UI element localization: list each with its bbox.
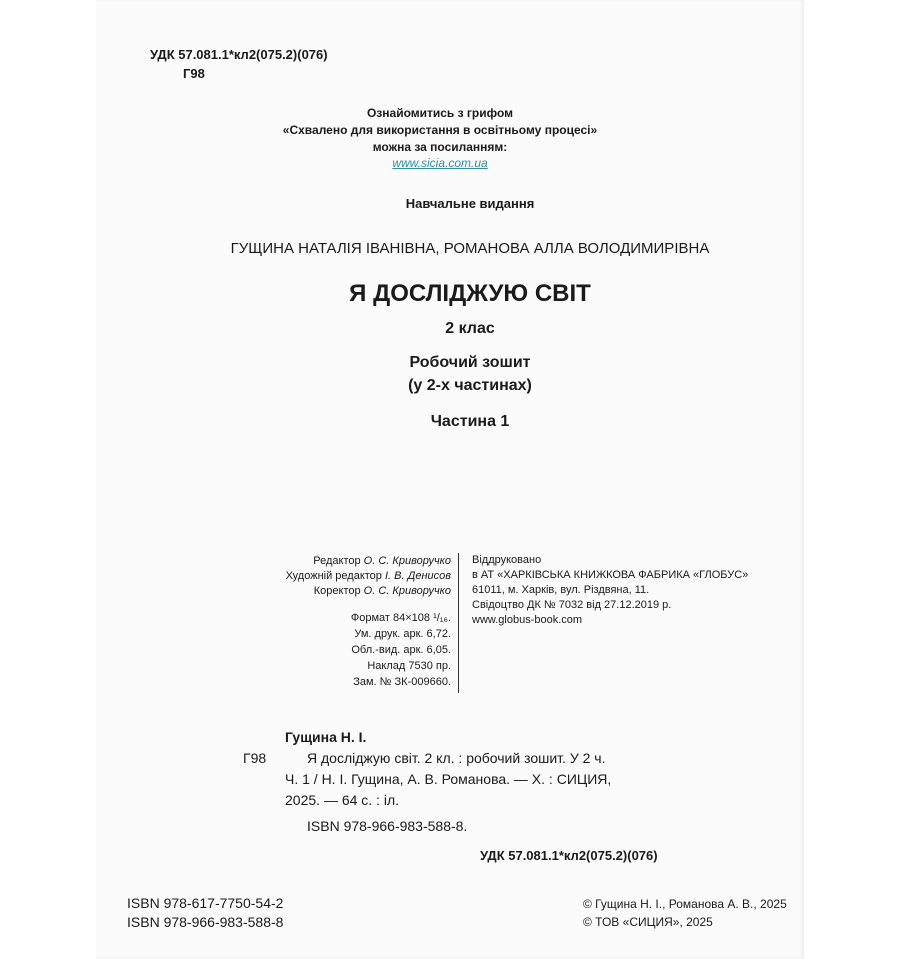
catalog-line-3: 2025. — 64 с. : іл. bbox=[285, 792, 400, 808]
grif-link[interactable]: www.sicia.com.ua bbox=[392, 156, 488, 170]
printer-line-1: Віддруковано bbox=[472, 554, 542, 566]
order-number: Зам. № ЗК-009660. bbox=[353, 676, 451, 688]
circulation: Наклад 7530 пр. bbox=[367, 660, 451, 672]
author-index-top: Г98 bbox=[183, 66, 205, 81]
book-type: Робочий зошит bbox=[409, 354, 531, 371]
grif-line-2: «Схвалено для використання в освітньому процесі» bbox=[282, 123, 598, 137]
credit-editor: Редактор О. С. Криворучко bbox=[313, 555, 451, 567]
catalog-line-1: Я досліджую світ. 2 кл. : робочий зошит. У 2 ч. bbox=[307, 750, 606, 766]
credit-art-editor: Художній редактор І. В. Денисов bbox=[285, 570, 451, 582]
publishing-sheets: Обл.-вид. арк. 6,05. bbox=[351, 644, 451, 656]
printer-line-3: 61011, м. Харків, вул. Різдвяна, 11. bbox=[472, 584, 650, 596]
isbn-2: ISBN 978-966-983-588-8 bbox=[127, 914, 284, 930]
book-title: Я ДОСЛІДЖУЮ СВІТ bbox=[349, 280, 591, 307]
parts-note: (у 2-х частинах) bbox=[408, 377, 532, 394]
printer-line-4: Свідоцтво ДК № 7032 від 27.12.2019 р. bbox=[472, 599, 672, 611]
copyright-authors: © Гущина Н. І., Романова А. В., 2025 bbox=[583, 897, 787, 911]
udc-code-top: УДК 57.081.1*кл2(075.2)(076) bbox=[150, 47, 328, 62]
isbn-1: ISBN 978-617-7750-54-2 bbox=[127, 895, 284, 911]
catalog-index: Г98 bbox=[243, 750, 267, 766]
catalog-isbn: ISBN 978-966-983-588-8. bbox=[307, 818, 468, 834]
catalog-udc: УДК 57.081.1*кл2(075.2)(076) bbox=[480, 848, 658, 863]
print-format: Формат 84×108 ¹/₁₆. bbox=[350, 612, 451, 624]
print-sheets: Ум. друк. арк. 6,72. bbox=[354, 628, 451, 640]
printer-website: www.globus-book.com bbox=[472, 614, 583, 626]
edition-type: Навчальне видання bbox=[405, 196, 535, 211]
column-divider bbox=[458, 553, 459, 693]
catalog-author-heading: Гущина Н. І. bbox=[285, 729, 367, 745]
grif-line-1: Ознайомитись з грифом bbox=[366, 106, 514, 120]
credit-proofreader: Коректор О. С. Криворучко bbox=[313, 585, 451, 597]
grif-link-row bbox=[220, 156, 660, 170]
catalog-line-2: Ч. 1 / Н. І. Гущина, А. В. Романова. — Х. : СИЦИЯ, bbox=[285, 771, 612, 787]
copyright-publisher: © ТОВ «СИЦИЯ», 2025 bbox=[583, 915, 713, 929]
printer-line-2: в АТ «ХАРКІВСЬКА КНИЖКОВА ФАБРИКА «ГЛОБУС» bbox=[472, 569, 749, 581]
authors: ГУЩИНА НАТАЛІЯ ІВАНІВНА, РОМАНОВА АЛЛА ВОЛОДИМИРІВНА bbox=[230, 240, 710, 257]
grif-line-3: можна за посиланням: bbox=[372, 140, 508, 154]
grade: 2 клас bbox=[445, 320, 495, 337]
part-number: Частина 1 bbox=[430, 413, 510, 430]
